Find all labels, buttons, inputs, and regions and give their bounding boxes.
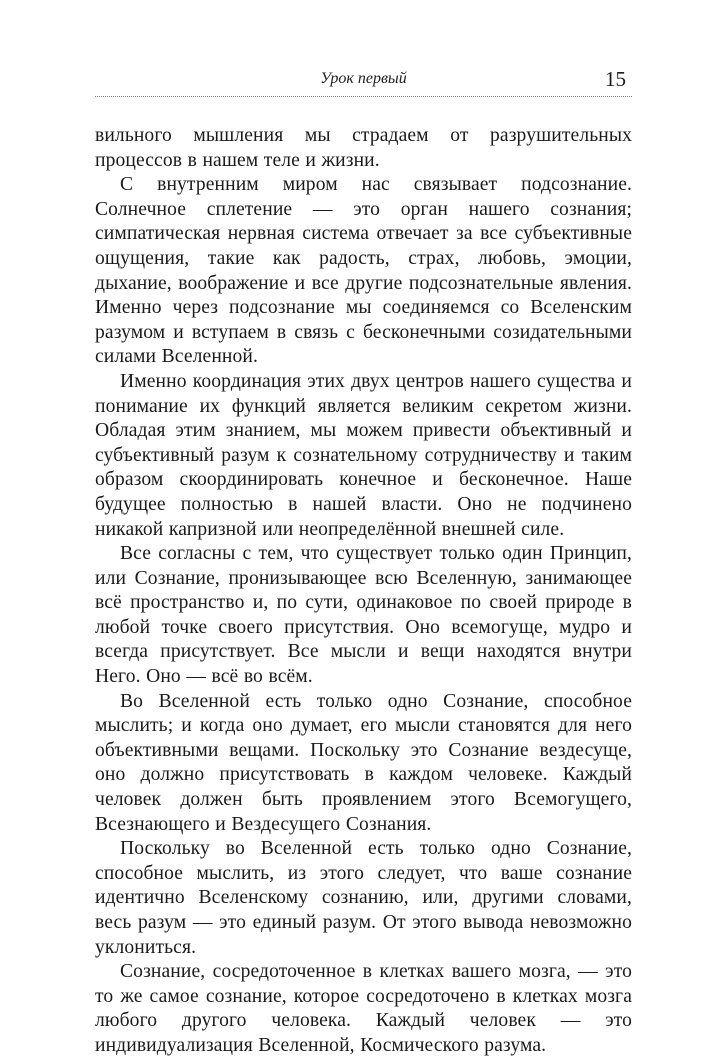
paragraph: Все согласны с тем, что существует только один Принцип, или Сознание, пронизывающее всю Вселенную, занимающее всё пространство и, по сути, одинаковое по своей природе в любой точке своего присутствия. Оно всемогуще, мудро и всегда присутствует. Все мысли и вещи находятся внутри Него. Оно — всё во всём. — [95, 543, 632, 688]
body-text — [95, 124, 632, 1059]
paragraph: С внутренним миром нас связывает подсознание. Солнечное сплетение — это орган нашего сознания; симпатическая нервная система отвечает за все субъективные ощущения, такие как радость, страх, любовь, эмоции, дыхание, воображение и все другие подсознательные явления. Именно через подсознание мы соединяемся со Вселенским разумом и вступаем в связь с бесконечными созидательными силами Вселенной. — [95, 174, 632, 368]
paragraph: вильного мышления мы страдаем от разрушительных процессов в нашем теле и жизни. — [95, 125, 632, 171]
running-title: Урок первый — [320, 70, 407, 87]
header-divider — [95, 96, 632, 97]
paragraph: Сознание, сосредоточенное в клетках вашего мозга, — это то же самое сознание, которое сосредоточено в клетках мозга любого другого человека. Каждый человек — это индивидуализация Вселенной, Космического разума. — [95, 961, 632, 1056]
paragraph: Поскольку во Вселенной есть только одно Сознание, способное мыслить, из этого следует, что ваше сознание идентично Вселенскому сознанию, или, другими словами, весь разум — это единый разум. От этого вывода невозможно уклониться. — [95, 838, 632, 958]
paragraph: Именно координация этих двух центров нашего существа и понимание их функций является великим секретом жизни. Обладая этим знанием, мы можем привести объективный и субъективный разум к сознательному сотрудничеству и таким образом скоординировать конечное и бесконечное. Наше будущее полностью в нашей власти. Оно не подчинено никакой капризной или неопределённой внешней силе. — [95, 370, 632, 540]
running-header — [95, 68, 632, 94]
page-number: 15 — [605, 67, 626, 91]
paragraph: Во Вселенной есть только одно Сознание, способное мыслить; и когда оно думает, его мысли становятся для него объективными вещами. Поскольку это Сознание вездесуще, оно должно присутствовать в каждом человеке. Каждый человек должен быть проявлением этого Всемогущего, Всезнающего и Вездесущего Сознания. — [95, 690, 632, 835]
